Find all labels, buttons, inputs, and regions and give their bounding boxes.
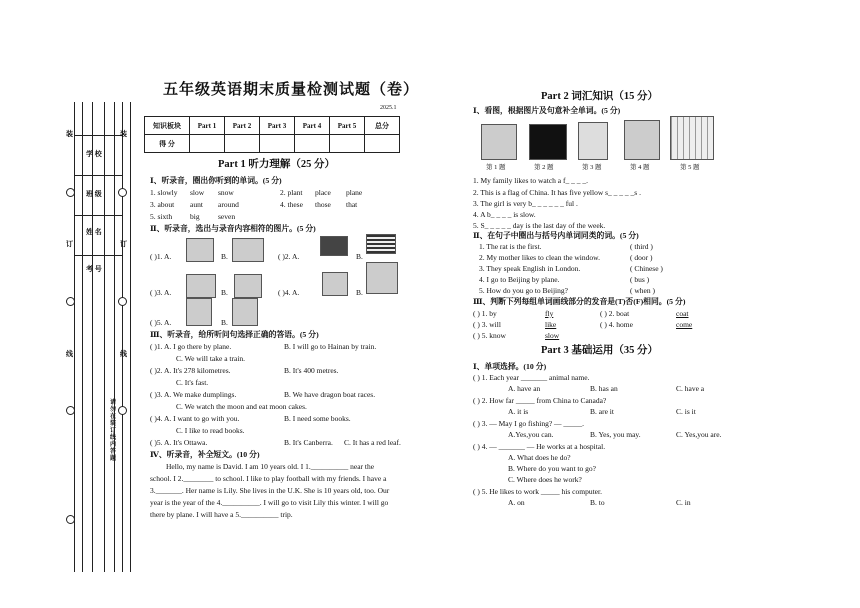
text-line: B. has an — [590, 384, 618, 393]
girl-icon — [578, 122, 608, 160]
text-line: like — [545, 320, 557, 329]
text-line: C. is it — [676, 407, 696, 416]
text-line: around — [218, 200, 239, 209]
part1-title: Part 1 听力理解（25 分） — [218, 159, 335, 170]
text-line: B. to — [590, 498, 605, 507]
score-cell[interactable] — [295, 135, 330, 153]
text-line: B. — [356, 288, 363, 297]
text-line: A. What does he do? — [508, 453, 571, 462]
score-header: Part 3 — [260, 117, 295, 135]
text-line: 第 5 题 — [680, 164, 700, 171]
text-line: year is the year of the 4.__________. I will go to visit Lily this winter. I will go — [150, 498, 389, 507]
text-line: B. — [221, 252, 228, 261]
text-line: slow — [190, 188, 205, 197]
text-line: A. it is — [508, 407, 529, 416]
text-line: ( ) 3. — May I go fishing? — _____. — [473, 419, 585, 428]
text-line: 4. I go to Beijing by plane. — [479, 275, 560, 284]
text-line: C. I like to read books. — [176, 426, 245, 435]
text-line: 4. these — [280, 200, 303, 209]
text-line: 第 3 题 — [582, 164, 602, 171]
uk-flag-icon — [320, 236, 348, 256]
binding-hole — [66, 515, 75, 524]
text-line: 1. slowly — [150, 188, 178, 197]
calendar-icon — [670, 116, 714, 160]
tv-family-icon — [481, 124, 517, 160]
text-line: ( bus ) — [630, 275, 650, 284]
text-line: ( )5. A. — [150, 318, 172, 327]
text-line: 第 4 题 — [630, 164, 650, 171]
text-line: place — [315, 188, 331, 197]
text-line: 2. My mother likes to clean the window. — [479, 253, 600, 262]
text-line: ( when ) — [630, 286, 655, 295]
text-line: B. We have dragon boat races. — [284, 390, 376, 399]
us-flag-icon — [366, 234, 396, 254]
text-line: 第 2 题 — [534, 164, 554, 171]
exam-date: 2025.1 — [380, 105, 397, 111]
text-line: ( Chinese ) — [630, 264, 663, 273]
text-line: seven — [218, 212, 236, 221]
text-line: B. Where do you want to go? — [508, 464, 596, 473]
text-line: big — [190, 212, 200, 221]
text-line: plane — [346, 188, 363, 197]
text-line: B. are it — [590, 407, 614, 416]
line-mark: 线 — [120, 350, 127, 358]
line-mark: 装 — [66, 130, 73, 138]
line-mark: 订 — [66, 240, 73, 248]
score-cell[interactable] — [330, 135, 365, 153]
text-line: ( ) 2. How far _____ from China to Canada? — [473, 396, 607, 405]
p1-s1-title: Ⅰ、听录音，圈出你听到的单词。(5 分) — [150, 176, 282, 185]
score-header: Part 4 — [295, 117, 330, 135]
text-line: ( )3. A. — [150, 288, 172, 297]
text-line: ( ) 2. boat — [600, 309, 630, 318]
class-label: 班 级 — [86, 190, 102, 198]
text-line: ( third ) — [630, 242, 653, 251]
part2-title: Part 2 词汇知识（15 分） — [541, 91, 658, 102]
score-header: Part 1 — [190, 117, 225, 135]
text-line: snow — [218, 188, 234, 197]
text-line: C. It has a red leaf. — [344, 438, 401, 447]
text-line: 3._______. Her name is Lily. She lives in the U.K. She is 10 years old, too. Our — [150, 486, 390, 495]
p1-s2-title: Ⅱ、听录音，选出与录音内容相符的图片。(5 分) — [150, 224, 316, 233]
text-line: that — [346, 200, 358, 209]
text-line: B. I need some books. — [284, 414, 351, 423]
text-line: ( )5. A. It's Ottawa. — [150, 438, 208, 447]
text-line: C. We watch the moon and eat moon cakes. — [176, 402, 307, 411]
picture-icon — [186, 274, 216, 298]
text-line: ( )4. A. I want to go with you. — [150, 414, 240, 423]
picture-icon — [234, 274, 262, 298]
text-line: ( )1. A. I go there by plane. — [150, 342, 232, 351]
text-line: those — [315, 200, 331, 209]
name-label: 姓 名 — [86, 228, 102, 236]
text-line: ( )3. A. We make dumplings. — [150, 390, 237, 399]
text-line: 第 1 题 — [486, 164, 506, 171]
text-line: A. have an — [508, 384, 541, 393]
text-line: 3. The girl is very b_ _ _ _ _ _ ful . — [473, 199, 578, 208]
text-line: ( )2. A. It's 278 kilometres. — [150, 366, 231, 375]
picture-icon — [322, 272, 348, 296]
text-line: 2. plant — [280, 188, 303, 197]
text-line: ( ) 5. know — [473, 331, 506, 340]
score-header: 总分 — [365, 117, 400, 135]
text-line: A.Yes,you can. — [508, 430, 554, 439]
text-line: come — [676, 320, 693, 329]
text-line: fly — [545, 309, 554, 318]
text-line: B. Yes, you may. — [590, 430, 641, 439]
score-cell[interactable] — [260, 135, 295, 153]
text-line: 3. about — [150, 200, 175, 209]
p3-s1-title: Ⅰ、单项选择。(10 分) — [473, 362, 547, 371]
text-line: 5. S_ _ _ _ _ day is the last day of the week. — [473, 221, 606, 230]
part3-title: Part 3 基础运用（35 分） — [541, 345, 658, 356]
picture-icon — [232, 238, 264, 262]
score-cell[interactable] — [225, 135, 260, 153]
text-line: ( )4. A. — [278, 288, 300, 297]
text-line: ( )2. A. — [278, 252, 300, 261]
line-mark: 订 — [120, 240, 127, 248]
binding-hole — [66, 188, 75, 197]
bus-icon — [624, 120, 660, 160]
text-line: B. It's 400 metres. — [284, 366, 339, 375]
text-line: B. — [221, 318, 228, 327]
text-line: ( ) 1. by — [473, 309, 497, 318]
score-table — [144, 116, 400, 153]
score-header: Part 2 — [225, 117, 260, 135]
picture-icon — [366, 262, 398, 294]
text-line: ( ) 4. home — [600, 320, 633, 329]
text-line: ( ) 3. will — [473, 320, 501, 329]
line-mark: 装 — [120, 130, 127, 138]
text-line: C. We will take a train. — [176, 354, 246, 363]
text-line: ( ) 5. He likes to work _____ his computer. — [473, 487, 602, 496]
text-line: ( )1. A. — [150, 252, 172, 261]
score-cell[interactable] — [365, 135, 400, 153]
text-line: 1. The rat is the first. — [479, 242, 542, 251]
text-line: ( ) 4. — _______ — He works at a hospital. — [473, 442, 606, 451]
text-line: coat — [676, 309, 689, 318]
school-label: 学 校 — [86, 150, 102, 158]
score-header: Part 5 — [330, 117, 365, 135]
score-header: 知识板块 — [145, 117, 190, 135]
p1-s4-title: Ⅳ、听录音，补全短文。(10 分) — [150, 450, 260, 459]
text-line: 5. sixth — [150, 212, 173, 221]
binding-notice: 请勿在装订线内答题 — [110, 400, 117, 462]
text-line: Hello, my name is David. I am 10 years old. I 1.__________ near the — [166, 462, 375, 471]
p2-s1-title: Ⅰ、看图，根据图片及句意补全单词。(5 分) — [473, 106, 621, 115]
p1-s3-title: Ⅲ、听录音，给所听问句选择正确的答语。(5 分) — [150, 330, 319, 339]
picture-icon — [186, 238, 214, 262]
text-line: 4. A b_ _ _ _ is slow. — [473, 210, 536, 219]
number-label: 考 号 — [86, 265, 102, 273]
text-line: C. in — [676, 498, 691, 507]
text-line: C. have a — [676, 384, 705, 393]
picture-icon — [186, 298, 212, 326]
text-line: 3. They speak English in London. — [479, 264, 581, 273]
binding-hole — [118, 297, 127, 306]
text-line: ( door ) — [630, 253, 653, 262]
exam-title: 五年级英语期末质量检测试题（卷） — [163, 82, 420, 98]
text-line: slow — [545, 331, 560, 340]
text-line: 5. How do you go to Beijing? — [479, 286, 568, 295]
score-cell[interactable] — [190, 135, 225, 153]
text-line: ( ) 1. Each year _______ animal name. — [473, 373, 590, 382]
text-line: aunt — [190, 200, 203, 209]
text-line: C. Where does he work? — [508, 475, 582, 484]
line-mark: 线 — [66, 350, 73, 358]
binding-hole — [118, 188, 127, 197]
text-line: B. I will go to Hainan by train. — [284, 342, 377, 351]
china-flag-icon — [529, 124, 567, 160]
text-line: B. — [356, 252, 363, 261]
text-line: school. I 2.________ to school. I like to play football with my friends. I have a — [150, 474, 387, 483]
p2-s2-title: Ⅱ、在句子中圈出与括号内单词同类的词。(5 分) — [473, 231, 639, 240]
text-line: C. Yes,you are. — [676, 430, 722, 439]
binding-hole — [118, 406, 127, 415]
text-line: A. on — [508, 498, 525, 507]
binding-hole — [66, 297, 75, 306]
picture-icon — [232, 298, 258, 326]
text-line: there by plane. I will have a 5.__________ trip. — [150, 510, 293, 519]
binding-hole — [66, 406, 75, 415]
text-line: 2. This is a flag of China. It has five yellow s_ _ _ _ _s . — [473, 188, 641, 197]
text-line: B. — [221, 288, 228, 297]
text-line: B. It's Canberra. — [284, 438, 333, 447]
p2-s3-title: Ⅲ、判断下列每组单词画线部分的发音是(T)否(F)相同。(5 分) — [473, 297, 686, 306]
text-line: 1. My family likes to watch a f_ _ _ _. — [473, 176, 588, 185]
text-line: C. It's fast. — [176, 378, 209, 387]
score-row-label: 得 分 — [145, 135, 190, 153]
